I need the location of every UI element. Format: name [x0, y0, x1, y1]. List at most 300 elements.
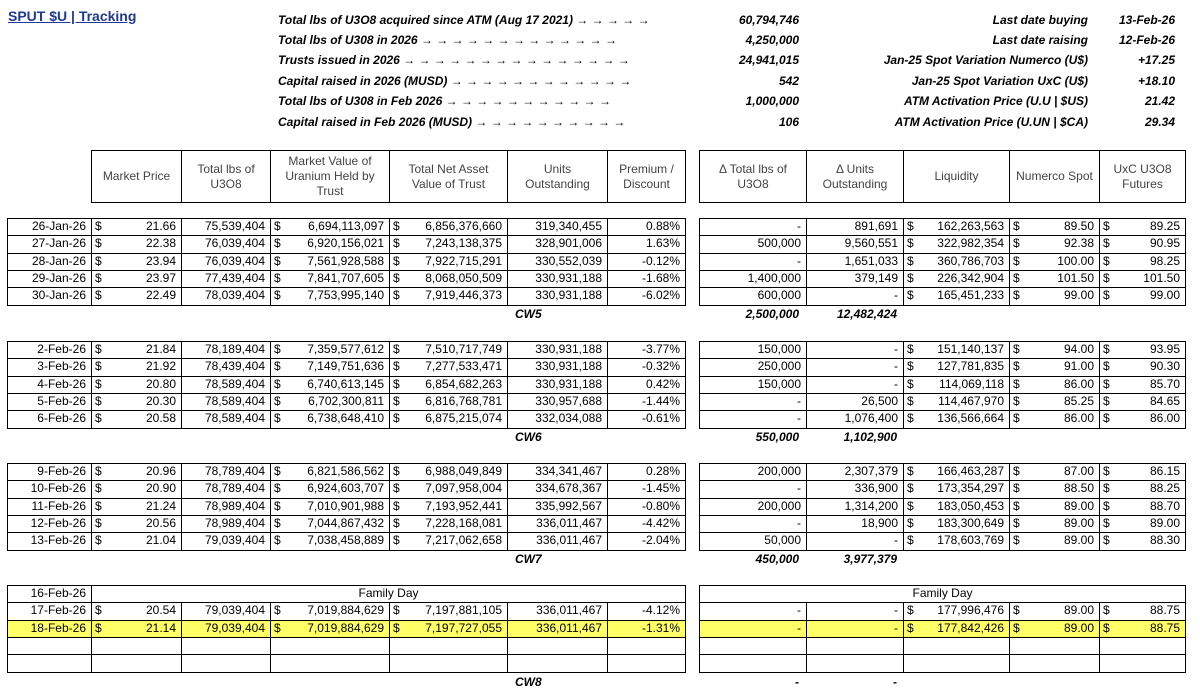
market-price-cell-value: 22.49 [145, 288, 176, 303]
total-lbs-cell [181, 498, 271, 516]
empty-cell [389, 654, 508, 672]
units-cell [507, 253, 608, 271]
liquidity-cell-value: 114,069,118 [939, 376, 1004, 391]
summary-value: 542 [778, 74, 799, 88]
empty-cell [903, 637, 1010, 655]
week-total-units: - [893, 674, 897, 689]
nav-cell [389, 620, 508, 638]
currency-sign: $ [1013, 271, 1020, 286]
total-lbs-cell [181, 532, 271, 550]
summary-right-value: 13-Feb-26 [1118, 13, 1175, 27]
numerco-cell-value: 89.50 [1063, 219, 1094, 233]
market-price-cell [91, 480, 182, 498]
premium-cell-value: -2.04% [641, 533, 680, 548]
market-value-cell [270, 376, 390, 394]
currency-sign: $ [907, 219, 914, 233]
total-lbs-cell-value: 79,039,404 [204, 533, 265, 548]
summary-value: 1,000,000 [745, 94, 799, 108]
market-price-cell-value: 20.54 [145, 603, 176, 618]
currency-sign: $ [393, 464, 400, 478]
date-cell [7, 620, 92, 638]
delta-units-cell-value: 2,307,379 [844, 464, 898, 478]
delta-lbs-cell-value: - [797, 481, 801, 496]
currency-sign: $ [1103, 359, 1110, 374]
date-cell-value: 4-Feb-26 [37, 376, 86, 391]
units-cell-value: 319,340,455 [535, 219, 602, 233]
date-cell [7, 235, 92, 253]
market-value-cell [270, 498, 390, 516]
delta-units-cell [806, 376, 904, 394]
currency-sign: $ [274, 533, 281, 548]
currency-sign: $ [95, 288, 102, 303]
currency-sign: $ [95, 271, 102, 286]
empty-cell [507, 654, 608, 672]
delta-lbs-cell-value: 500,000 [757, 236, 801, 251]
currency-sign: $ [1013, 603, 1020, 618]
uxc-cell [1099, 602, 1186, 620]
units-cell [507, 341, 608, 359]
market-value-cell [270, 218, 390, 236]
total-lbs-cell-value: 78,589,404 [204, 394, 265, 409]
summary-right-label: Last date buying [992, 13, 1088, 27]
units-cell [507, 235, 608, 253]
numerco-cell [1009, 498, 1100, 516]
numerco-cell-value: 92.38 [1063, 236, 1094, 251]
liquidity-cell-value: 183,050,453 [937, 498, 1004, 513]
currency-sign: $ [95, 394, 102, 409]
nav-cell-value: 6,854,682,263 [425, 376, 502, 391]
uxc-cell [1099, 376, 1186, 394]
liquidity-cell [903, 515, 1010, 533]
premium-cell [607, 358, 686, 376]
units-cell [507, 270, 608, 288]
currency-sign: $ [1103, 394, 1110, 409]
date-cell-value: 12-Feb-26 [30, 516, 86, 531]
delta-lbs-cell-value: 150,000 [757, 376, 801, 391]
market-value-cell [270, 602, 390, 620]
uxc-cell-value: 101.50 [1143, 271, 1180, 286]
units-cell [507, 463, 608, 481]
uxc-cell-value: 86.00 [1149, 411, 1180, 426]
date-cell [7, 393, 92, 411]
currency-sign: $ [1013, 236, 1020, 251]
liquidity-cell [903, 602, 1010, 620]
empty-cell [507, 637, 608, 655]
currency-sign: $ [1013, 342, 1020, 356]
liquidity-cell-value: 165,451,233 [937, 288, 1004, 303]
delta-lbs-cell [699, 480, 807, 498]
units-cell-value: 330,552,039 [535, 253, 602, 268]
nav-cell [389, 480, 508, 498]
delta-lbs-cell-value: - [797, 219, 801, 233]
units-cell-value: 330,931,188 [535, 288, 602, 303]
empty-cell [91, 637, 182, 655]
market-value-cell [270, 532, 390, 550]
date-cell-value: 28-Jan-26 [31, 253, 86, 268]
currency-sign: $ [274, 271, 281, 286]
nav-cell [389, 235, 508, 253]
delta-units-cell-value: 18,900 [861, 516, 898, 531]
market-price-cell [91, 235, 182, 253]
liquidity-cell-value: 151,140,137 [937, 342, 1004, 356]
units-cell-value: 330,931,188 [535, 359, 602, 374]
currency-sign: $ [274, 498, 281, 513]
family-day-label: Family Day [699, 585, 1186, 603]
currency-sign: $ [274, 236, 281, 251]
delta-units-cell [806, 393, 904, 411]
currency-sign: $ [907, 271, 914, 286]
units-cell [507, 515, 608, 533]
market-value-cell-value: 7,149,751,636 [307, 359, 384, 374]
delta-units-cell [806, 253, 904, 271]
market-price-cell [91, 287, 182, 305]
empty-cell [1009, 654, 1100, 672]
premium-cell [607, 235, 686, 253]
currency-sign: $ [907, 464, 914, 478]
nav-cell-value: 7,243,138,375 [425, 236, 502, 251]
date-cell [7, 498, 92, 516]
delta-lbs-cell [699, 270, 807, 288]
currency-sign: $ [274, 253, 281, 268]
currency-sign: $ [1013, 620, 1020, 635]
uxc-cell [1099, 515, 1186, 533]
units-cell-value: 330,931,188 [535, 342, 602, 356]
liquidity-cell-value: 322,982,354 [937, 236, 1004, 251]
market-value-cell [270, 235, 390, 253]
premium-cell-value: -6.02% [641, 288, 680, 303]
date-cell [7, 218, 92, 236]
market-value-cell-value: 7,044,867,432 [307, 516, 384, 531]
date-cell-value: 17-Feb-26 [30, 603, 86, 618]
total-lbs-cell [181, 463, 271, 481]
premium-cell [607, 410, 686, 428]
currency-sign: $ [95, 219, 102, 233]
empty-cell [806, 654, 904, 672]
liquidity-cell [903, 287, 1010, 305]
market-price-cell [91, 602, 182, 620]
week-total-lbs: 450,000 [755, 551, 799, 566]
nav-cell-value: 7,922,715,291 [425, 253, 502, 268]
total-lbs-cell [181, 270, 271, 288]
market-price-cell-value: 20.80 [145, 376, 176, 391]
date-cell [7, 602, 92, 620]
numerco-cell-value: 89.00 [1063, 603, 1094, 618]
liquidity-cell-value: 173,354,297 [937, 481, 1004, 496]
week-label: CW6 [515, 429, 542, 444]
delta-units-cell [806, 235, 904, 253]
premium-cell [607, 270, 686, 288]
numerco-cell [1009, 532, 1100, 550]
delta-units-cell [806, 341, 904, 359]
currency-sign: $ [907, 516, 914, 531]
date-cell-value: 3-Feb-26 [37, 359, 86, 374]
premium-cell-value: -0.61% [641, 411, 680, 426]
premium-cell [607, 287, 686, 305]
total-lbs-cell-value: 79,039,404 [204, 603, 265, 618]
uxc-cell-value: 88.75 [1149, 603, 1180, 618]
empty-cell [903, 654, 1010, 672]
total-lbs-cell [181, 218, 271, 236]
empty-cell [181, 654, 271, 672]
summary-right-value: +18.10 [1137, 74, 1175, 88]
numerco-cell-value: 86.00 [1063, 411, 1094, 426]
units-cell-value: 336,011,467 [536, 620, 602, 635]
date-cell-value: 6-Feb-26 [37, 411, 86, 426]
uxc-cell [1099, 393, 1186, 411]
currency-sign: $ [95, 603, 102, 618]
delta-units-cell-value: - [894, 376, 898, 391]
summary-right-value: 21.42 [1144, 94, 1175, 108]
currency-sign: $ [907, 288, 914, 303]
week-label: CW8 [515, 674, 542, 689]
total-lbs-cell [181, 393, 271, 411]
market-price-cell-value: 22.38 [145, 236, 176, 251]
currency-sign: $ [907, 620, 914, 635]
uxc-cell [1099, 532, 1186, 550]
market-price-cell [91, 358, 182, 376]
nav-cell [389, 515, 508, 533]
uxc-cell [1099, 341, 1186, 359]
currency-sign: $ [95, 620, 102, 635]
market-value-cell-value: 7,561,928,588 [307, 253, 384, 268]
currency-sign: $ [393, 603, 400, 618]
premium-cell [607, 620, 686, 638]
market-value-cell-value: 7,010,901,988 [307, 498, 384, 513]
currency-sign: $ [907, 236, 914, 251]
date-cell-value: 5-Feb-26 [37, 394, 86, 409]
units-cell-value: 330,931,188 [535, 376, 602, 391]
uxc-cell-value: 98.25 [1149, 253, 1180, 268]
delta-units-cell [806, 463, 904, 481]
currency-sign: $ [1103, 533, 1110, 548]
units-cell [507, 498, 608, 516]
currency-sign: $ [1013, 253, 1020, 268]
premium-cell [607, 393, 686, 411]
column-header: Δ Total lbs of U3O8 [699, 150, 807, 203]
liquidity-cell [903, 341, 1010, 359]
nav-cell-value: 7,228,168,081 [425, 516, 502, 531]
numerco-cell-value: 89.00 [1063, 620, 1094, 635]
numerco-cell [1009, 410, 1100, 428]
premium-cell [607, 498, 686, 516]
total-lbs-cell [181, 480, 271, 498]
delta-units-cell-value: 9,560,551 [844, 236, 898, 251]
date-cell [7, 410, 92, 428]
total-lbs-cell [181, 602, 271, 620]
delta-lbs-cell-value: - [797, 394, 801, 409]
currency-sign: $ [393, 481, 400, 496]
column-header: Market Price [91, 150, 182, 203]
delta-units-cell-value: - [894, 359, 898, 374]
currency-sign: $ [1013, 516, 1020, 531]
total-lbs-cell-value: 78,789,404 [204, 464, 265, 478]
currency-sign: $ [1103, 516, 1110, 531]
liquidity-cell-value: 178,603,769 [937, 533, 1004, 548]
market-value-cell [270, 341, 390, 359]
summary-value: 106 [778, 115, 799, 129]
premium-cell-value: -1.44% [641, 394, 680, 409]
premium-cell [607, 515, 686, 533]
nav-cell-value: 6,875,215,074 [425, 411, 502, 426]
currency-sign: $ [95, 376, 102, 391]
currency-sign: $ [393, 620, 400, 635]
numerco-cell-value: 91.00 [1063, 359, 1094, 374]
market-value-cell [270, 463, 390, 481]
date-cell-value: 10-Feb-26 [30, 481, 86, 496]
market-price-cell-value: 20.56 [145, 516, 176, 531]
delta-lbs-cell-value: 200,000 [757, 464, 801, 478]
units-cell [507, 410, 608, 428]
numerco-cell-value: 99.00 [1063, 288, 1094, 303]
premium-cell-value: -0.12% [641, 253, 680, 268]
total-lbs-cell-value: 77,439,404 [204, 271, 265, 286]
uxc-cell [1099, 620, 1186, 638]
numerco-cell [1009, 393, 1100, 411]
liquidity-cell [903, 463, 1010, 481]
market-price-cell [91, 532, 182, 550]
currency-sign: $ [1103, 236, 1110, 251]
summary-value: 60,794,746 [738, 13, 799, 27]
column-header: Total lbs of U3O8 [181, 150, 271, 203]
currency-sign: $ [393, 359, 400, 374]
empty-cell [389, 637, 508, 655]
units-cell [507, 480, 608, 498]
liquidity-cell-value: 127,781,835 [937, 359, 1004, 374]
delta-units-cell [806, 410, 904, 428]
delta-lbs-cell [699, 253, 807, 271]
premium-cell [607, 602, 686, 620]
empty-cell [270, 637, 390, 655]
liquidity-cell [903, 410, 1010, 428]
currency-sign: $ [393, 394, 400, 409]
market-price-cell [91, 341, 182, 359]
summary-right-label: Last date raising [992, 33, 1088, 47]
units-cell [507, 218, 608, 236]
total-lbs-cell [181, 410, 271, 428]
column-header: Premium / Discount [607, 150, 686, 203]
empty-cell [91, 654, 182, 672]
market-value-cell-value: 7,019,884,629 [307, 603, 384, 618]
uxc-cell [1099, 253, 1186, 271]
week-label: CW7 [515, 551, 542, 566]
date-cell-value: 16-Feb-26 [30, 586, 86, 600]
delta-lbs-cell [699, 498, 807, 516]
currency-sign: $ [95, 359, 102, 374]
week-total-units: 1,102,900 [843, 429, 897, 444]
units-cell-value: 334,678,367 [535, 481, 602, 496]
delta-units-cell-value: 891,691 [854, 219, 898, 233]
uxc-cell-value: 89.25 [1149, 219, 1180, 233]
currency-sign: $ [95, 342, 102, 356]
delta-units-cell-value: - [894, 620, 898, 635]
total-lbs-cell-value: 78,989,404 [204, 498, 265, 513]
summary-label: Capital raised in 2026 (MUSD) → → → → → → → → → → → → [278, 74, 632, 88]
nav-cell-value: 7,197,727,055 [425, 620, 502, 635]
market-value-cell-value: 6,738,648,410 [307, 411, 384, 426]
uxc-cell [1099, 270, 1186, 288]
liquidity-cell [903, 218, 1010, 236]
numerco-cell-value: 89.00 [1063, 533, 1094, 548]
uxc-cell-value: 99.00 [1149, 288, 1180, 303]
numerco-cell [1009, 515, 1100, 533]
uxc-cell-value: 84.65 [1149, 394, 1180, 409]
delta-units-cell [806, 358, 904, 376]
market-price-cell-value: 23.94 [145, 253, 176, 268]
market-price-cell-value: 21.92 [145, 359, 176, 374]
liquidity-cell-value: 183,300,649 [937, 516, 1004, 531]
week-total-units: 12,482,424 [836, 306, 897, 321]
market-price-cell-value: 21.66 [145, 219, 176, 233]
liquidity-cell [903, 498, 1010, 516]
numerco-cell [1009, 253, 1100, 271]
delta-units-cell [806, 532, 904, 550]
market-price-cell [91, 620, 182, 638]
units-cell-value: 336,011,467 [536, 516, 602, 531]
date-cell [7, 515, 92, 533]
summary-right-label: ATM Activation Price (U.U | $US) [903, 94, 1088, 108]
delta-units-cell-value: - [894, 603, 898, 618]
date-cell [7, 376, 92, 394]
liquidity-cell-value: 177,842,426 [937, 620, 1004, 635]
delta-units-cell-value: 26,500 [861, 394, 898, 409]
currency-sign: $ [393, 342, 400, 356]
nav-cell-value: 7,217,062,658 [425, 533, 502, 548]
empty-cell [1009, 637, 1100, 655]
delta-units-cell [806, 620, 904, 638]
nav-cell [389, 410, 508, 428]
currency-sign: $ [1013, 359, 1020, 374]
total-lbs-cell [181, 376, 271, 394]
market-value-cell [270, 480, 390, 498]
page-title[interactable]: SPUT $U | Tracking [8, 8, 137, 24]
uxc-cell-value: 93.95 [1149, 342, 1180, 356]
summary-label: Total lbs of U308 in 2026 → → → → → → → → → → → → → [278, 33, 617, 47]
empty-cell [607, 654, 686, 672]
delta-lbs-cell [699, 376, 807, 394]
units-cell-value: 336,011,467 [536, 603, 602, 618]
total-lbs-cell-value: 78,189,404 [204, 342, 265, 356]
numerco-cell [1009, 620, 1100, 638]
total-lbs-cell [181, 358, 271, 376]
date-cell [7, 253, 92, 271]
total-lbs-cell-value: 78,989,404 [204, 516, 265, 531]
units-cell-value: 332,034,088 [535, 411, 602, 426]
market-price-cell [91, 515, 182, 533]
summary-right-label: Jan-25 Spot Variation UxC (U$) [911, 74, 1088, 88]
currency-sign: $ [274, 411, 281, 426]
premium-cell [607, 463, 686, 481]
delta-units-cell-value: - [894, 342, 898, 356]
delta-lbs-cell-value: 50,000 [764, 533, 801, 548]
numerco-cell [1009, 463, 1100, 481]
summary-value: 4,250,000 [745, 33, 799, 47]
summary-right-label: Jan-25 Spot Variation Numerco (U$) [883, 53, 1088, 67]
liquidity-cell-value: 162,263,563 [937, 219, 1004, 233]
currency-sign: $ [1103, 271, 1110, 286]
column-header: Total Net Asset Value of Trust [389, 150, 508, 203]
currency-sign: $ [95, 253, 102, 268]
currency-sign: $ [95, 411, 102, 426]
currency-sign: $ [95, 236, 102, 251]
currency-sign: $ [1013, 219, 1020, 233]
units-cell [507, 532, 608, 550]
column-header: UxC U3O8 Futures [1099, 150, 1186, 203]
market-value-cell [270, 393, 390, 411]
date-cell-value: 27-Jan-26 [31, 236, 86, 251]
currency-sign: $ [1013, 288, 1020, 303]
currency-sign: $ [274, 603, 281, 618]
units-cell [507, 602, 608, 620]
